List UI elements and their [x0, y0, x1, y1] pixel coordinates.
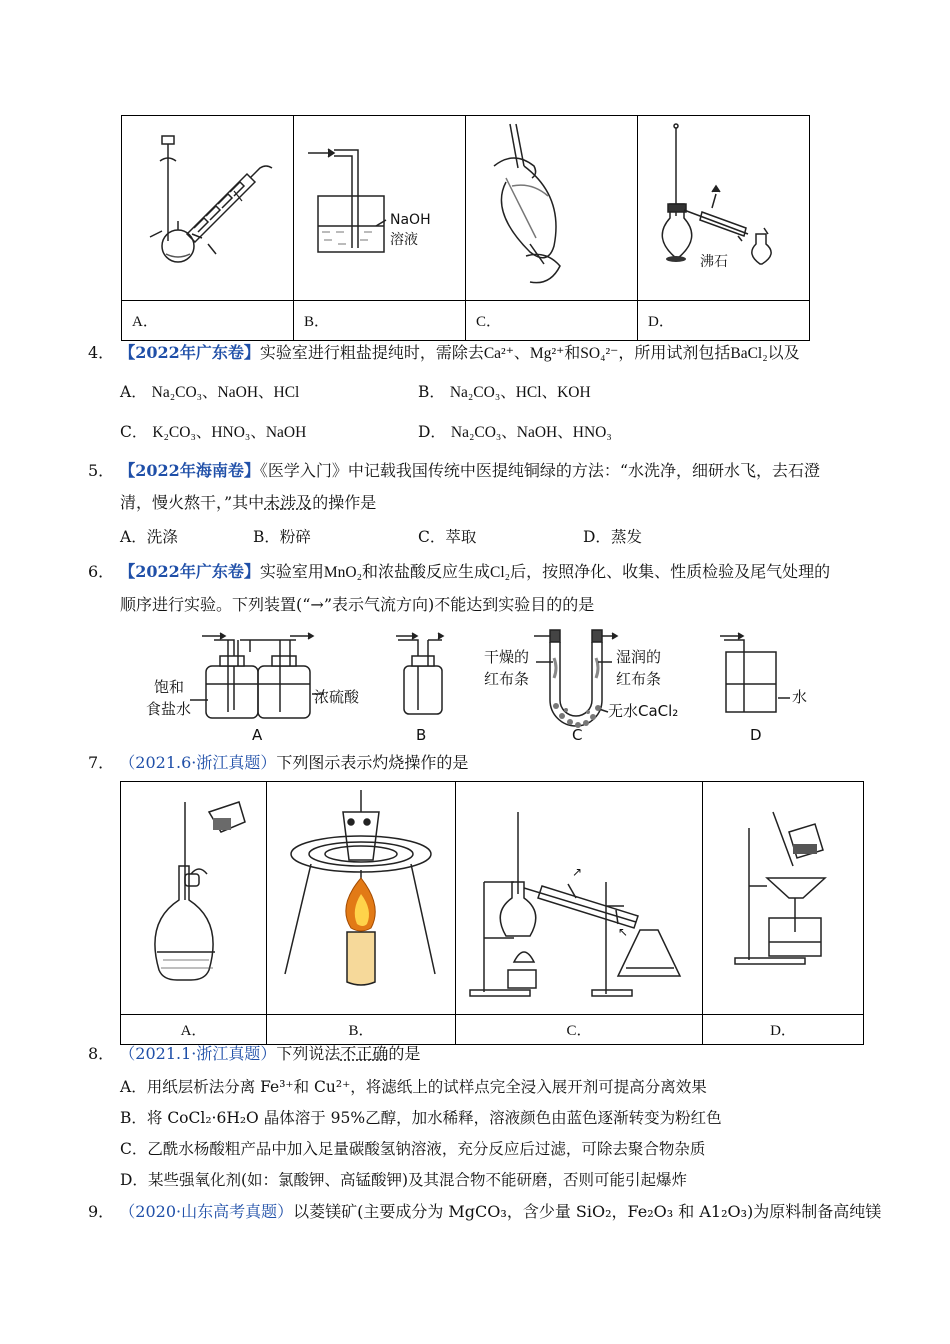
option-letter: C． — [120, 1140, 148, 1158]
q4-ion-mg: Mg²⁺ — [529, 345, 565, 362]
q4-number: 4． — [88, 343, 115, 362]
q9-number: 9． — [88, 1202, 115, 1221]
q6-a-label-sulfuric-acid: 浓硫酸 — [314, 688, 360, 706]
volumetric-flask-figure — [121, 782, 266, 1010]
q6-text-b: 和浓盐酸反应生成 — [361, 562, 490, 581]
option-letter: B． — [120, 1109, 147, 1127]
q3-label-a: A． — [122, 301, 294, 341]
solution-label: 溶液 — [390, 232, 418, 248]
q3-label-b: B． — [294, 301, 466, 341]
q6-apparatus-figure — [140, 622, 840, 748]
q4-reagent: BaCl₂ — [730, 345, 768, 362]
q7-figure-c — [456, 782, 703, 1015]
q6-d-label-water: 水 — [792, 688, 808, 706]
question-6 — [88, 560, 830, 585]
q5-number: 5． — [88, 461, 115, 480]
q4-text-c: 以及 — [767, 343, 800, 362]
option-letter: B． — [418, 383, 445, 401]
inflow-arrow-icon: ↖ — [618, 925, 629, 939]
q4-option-d[interactable] — [418, 421, 612, 444]
option-text: Na₂CO₃、NaOH、HCl — [151, 384, 300, 401]
q4-and: 和 — [564, 343, 581, 362]
option-letter: A． — [120, 383, 147, 401]
q3-figure-c — [466, 116, 638, 301]
q7-label-a: A． — [121, 1015, 267, 1045]
q4-ion-ca: Ca²⁺ — [483, 345, 514, 362]
q4-option-a[interactable] — [120, 381, 299, 404]
q6-number: 6． — [88, 562, 115, 581]
q3-label-c: C． — [466, 301, 638, 341]
q3-figure-d — [638, 116, 810, 301]
q6-c-label-red-strip-1: 红布条 — [484, 670, 530, 688]
outflow-arrow-icon: ↗ — [572, 865, 583, 879]
option-letter: A． — [120, 528, 147, 546]
option-text: 乙酰水杨酸粗产品中加入足量碳酸氢钠溶液，充分反应后过滤，可除去聚合物杂质 — [147, 1140, 706, 1158]
q8-number: 8． — [88, 1044, 115, 1063]
option-text: Na₂CO₃、NaOH、HNO₃ — [450, 424, 612, 441]
q9-source: （2020·山东高考真题） — [119, 1202, 294, 1221]
distillation-apparatus-figure — [456, 782, 702, 1010]
q6-letter-d: D — [750, 726, 762, 744]
option-text: 粉碎 — [279, 528, 311, 546]
option-text: 蒸发 — [610, 528, 642, 546]
option-text: 用纸层析法分离 Fe³⁺和 Cu²⁺，将滤纸上的试样点完全浸入展开剂可提高分离效果 — [146, 1078, 707, 1096]
q6-letter-a: A — [252, 726, 263, 744]
q8-option-a[interactable] — [120, 1076, 707, 1098]
question-5 — [88, 459, 820, 483]
q7-figure-b — [267, 782, 456, 1015]
q6-c-label-dry: 干燥的 — [484, 648, 530, 666]
option-text: 将 CoCl₂·6H₂O 晶体溶于 95%乙醇，加水稀释，溶液颜色由蓝色逐渐转变为粉红色 — [146, 1109, 722, 1127]
q6-letter-b: B — [416, 726, 427, 744]
q8-text-a: 下列说法 — [276, 1044, 341, 1063]
q6-text-c: 后，按照净化、收集、性质检验及尾气处理的 — [510, 562, 831, 581]
q4-separator: 、 — [513, 343, 530, 362]
option-letter: D． — [418, 423, 446, 441]
question-7 — [88, 751, 468, 775]
q5-source: 【2022年海南卷】 — [119, 461, 260, 480]
q3-options-table — [121, 115, 810, 341]
q4-text-b: ，所用试剂包括 — [618, 343, 731, 362]
option-text: 某些强氧化剂(如：氯酸钾、高锰酸钾)及其混合物不能研磨，否则可能引起爆炸 — [147, 1171, 688, 1189]
q5-text-b: 的操作是 — [312, 493, 377, 512]
q7-text: 下列图示表示灼烧操作的是 — [276, 753, 469, 772]
q7-label-c: C． — [456, 1015, 703, 1045]
q4-ion-so4: SO₄²⁻ — [580, 345, 619, 362]
option-letter: C． — [418, 528, 446, 546]
q7-options-table — [120, 781, 864, 1045]
q8-source: （2021.1·浙江真题） — [119, 1044, 277, 1063]
gas-absorption-beaker-figure — [294, 116, 465, 296]
crucible-heating-figure — [267, 782, 455, 1010]
q8-option-c[interactable] — [120, 1138, 705, 1160]
q5-option-c[interactable] — [418, 526, 476, 548]
q6-letter-c: C — [572, 726, 583, 744]
distillation-figure — [638, 116, 809, 296]
q8-option-b[interactable] — [120, 1107, 722, 1129]
option-letter: A． — [120, 1078, 147, 1096]
separatory-funnel-figure — [466, 116, 637, 296]
q8-option-d[interactable] — [120, 1169, 687, 1191]
q6-c-label-cacl2: 无水CaCl₂ — [608, 702, 679, 720]
q5-option-b[interactable] — [253, 526, 311, 548]
option-text: K₂CO₃、HNO₃、NaOH — [152, 424, 307, 441]
option-letter: B． — [253, 528, 280, 546]
option-letter: D． — [120, 1171, 148, 1189]
q4-text-a: 实验室进行粗盐提纯时，需除去 — [259, 343, 484, 362]
question-4 — [88, 341, 800, 366]
question-8 — [88, 1042, 420, 1066]
q6-reagent-cl2: Cl₂ — [490, 564, 511, 581]
q8-text-b: 的是 — [388, 1044, 421, 1063]
filtration-figure — [703, 782, 863, 1010]
option-letter: D． — [583, 528, 611, 546]
q5-line1: 《医学入门》中记载我国传统中医提纯铜绿的方法：“水洗净，细研水飞，去石澄 — [259, 461, 821, 480]
reflux-apparatus-figure — [122, 116, 293, 296]
q6-a-label-saturated: 饱和 — [154, 678, 185, 696]
option-letter: C． — [120, 423, 148, 441]
q6-a-label-brine: 食盐水 — [146, 700, 192, 718]
q9-text: 以菱镁矿(主要成分为 MgCO₃，含少量 SiO₂，Fe₂O₃ 和 A1₂O₃)为原料制备高纯镁 — [293, 1202, 882, 1221]
boiling-chip-label: 沸石 — [700, 254, 728, 270]
q4-option-b[interactable] — [418, 381, 591, 404]
q5-emphasis: 未涉及 — [264, 493, 313, 512]
q3-figure-b — [294, 116, 466, 301]
option-text: Na₂CO₃、HCl、KOH — [449, 384, 591, 401]
q5-option-d[interactable] — [583, 526, 642, 548]
naoh-label: NaOH — [390, 212, 431, 228]
q7-label-d: D． — [703, 1015, 864, 1045]
q5-text-a: 清，慢火熬干，”其中 — [120, 493, 265, 512]
q3-figure-a — [122, 116, 294, 301]
q6-c-label-red-strip-2: 红布条 — [616, 670, 662, 688]
q5-option-a[interactable] — [120, 526, 178, 548]
q8-emphasis: 不正确 — [340, 1044, 389, 1063]
option-text: 萃取 — [445, 528, 477, 546]
q6-reagent-mno2: MnO₂ — [323, 564, 362, 581]
q7-label-b: B． — [267, 1015, 456, 1045]
q7-figure-a — [121, 782, 267, 1015]
q4-source: 【2022年广东卷】 — [119, 343, 260, 362]
question-9 — [88, 1200, 881, 1224]
q5-line2 — [120, 491, 376, 515]
q6-line2: 顺序进行实验。下列装置(“→”表示气流方向)不能达到实验目的的是 — [120, 595, 595, 614]
q7-source: （2021.6·浙江真题） — [119, 753, 277, 772]
q7-number: 7． — [88, 753, 115, 772]
option-text: 洗涤 — [146, 528, 178, 546]
q4-option-c[interactable] — [120, 421, 306, 444]
q6-text-a: 实验室用 — [259, 562, 324, 581]
q3-label-d: D． — [638, 301, 810, 341]
q7-figure-d — [703, 782, 864, 1015]
q6-source: 【2022年广东卷】 — [119, 562, 260, 581]
q6-c-label-wet: 湿润的 — [616, 648, 662, 666]
